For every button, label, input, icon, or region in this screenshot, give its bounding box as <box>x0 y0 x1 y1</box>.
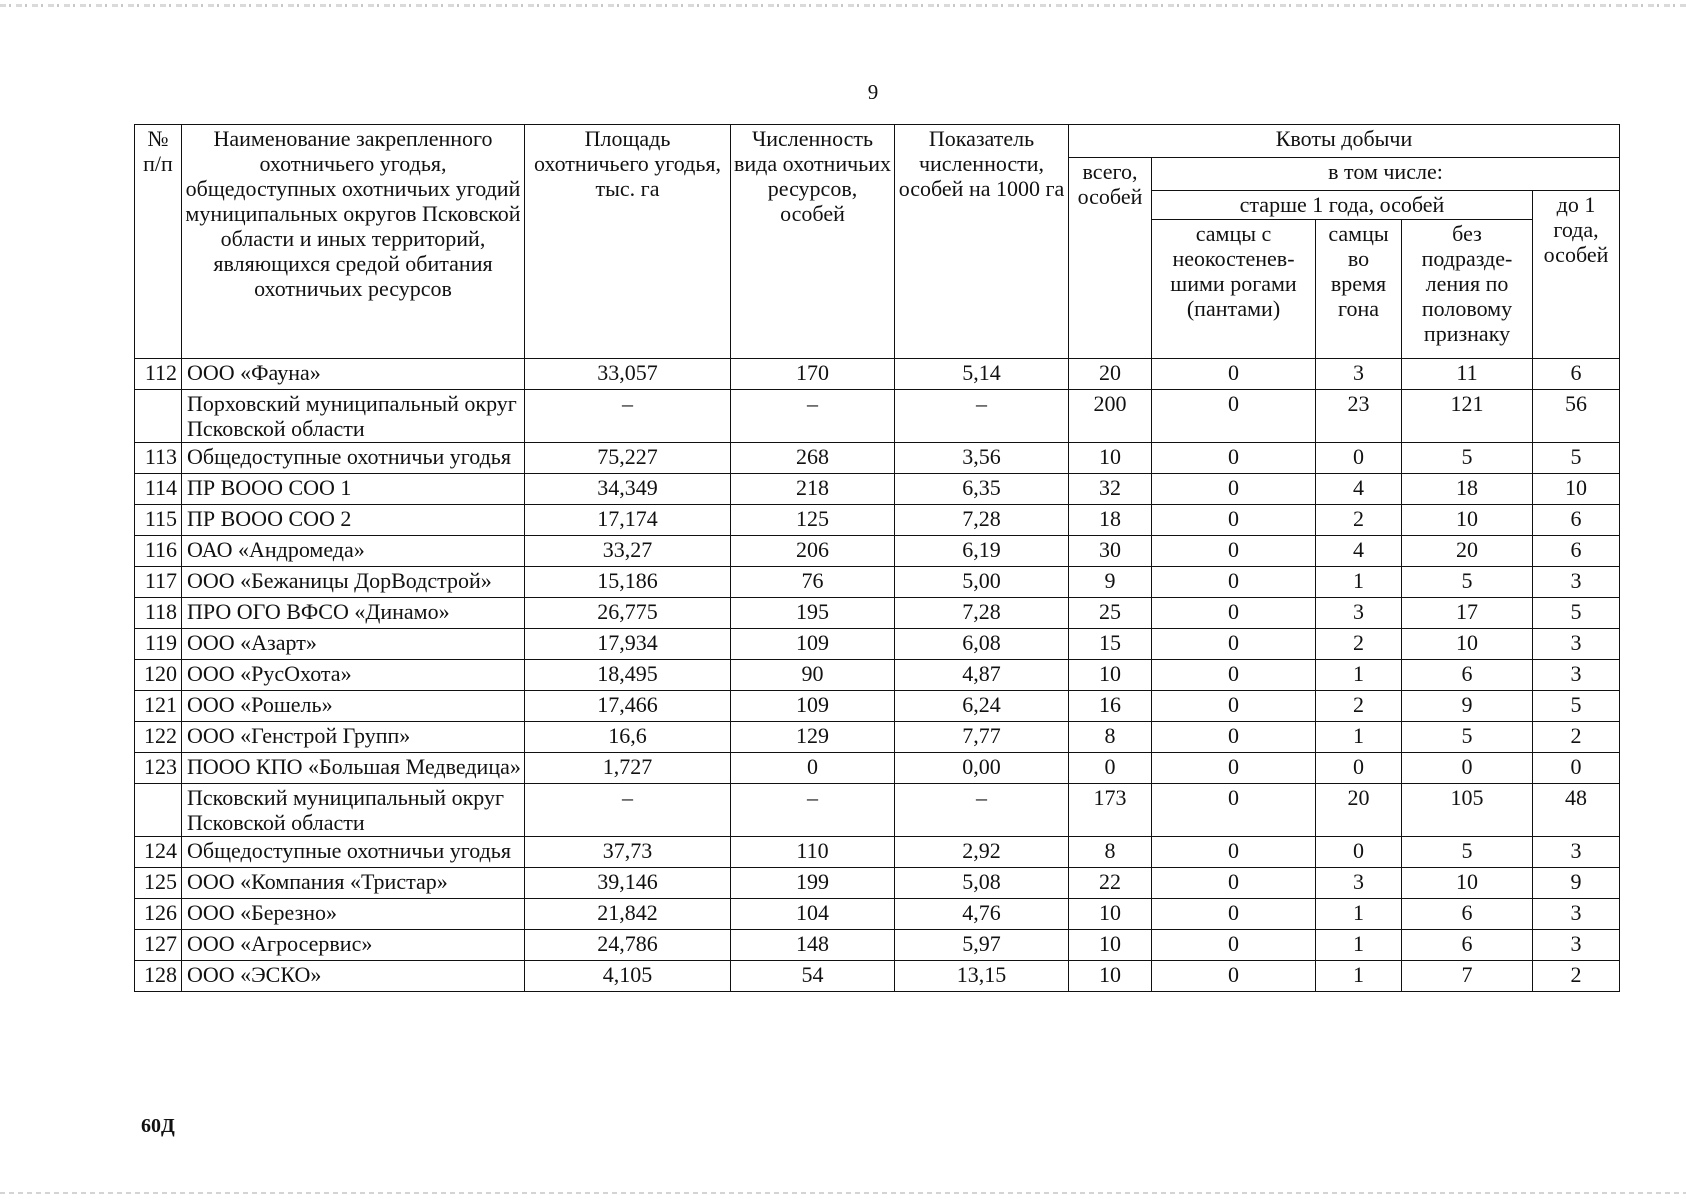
cell-name: ООО «Агросервис» <box>182 930 525 961</box>
cell-antlers: 0 <box>1152 505 1316 536</box>
cell-under1: 6 <box>1533 536 1620 567</box>
cell-num: 126 <box>135 899 182 930</box>
cell-nosex: 11 <box>1402 359 1533 390</box>
cell-rut: 1 <box>1316 660 1402 691</box>
cell-density: 5,97 <box>895 930 1069 961</box>
cell-antlers: 0 <box>1152 660 1316 691</box>
cell-total: 200 <box>1069 390 1152 443</box>
cell-density: 6,19 <box>895 536 1069 567</box>
cell-total: 8 <box>1069 837 1152 868</box>
cell-total: 8 <box>1069 722 1152 753</box>
cell-under1: 5 <box>1533 598 1620 629</box>
cell-name: ПООО КПО «Большая Медведица» <box>182 753 525 784</box>
header-name: Наименование закрепленного охотничьего угодья, общедоступных охотничьих угодий муниципальных округов Псковской области и иных территорий, являющихся средой обитания охотничьих ресурсов <box>182 125 525 359</box>
cell-under1: 2 <box>1533 722 1620 753</box>
header-density: Показатель численности, особей на 1000 га <box>895 125 1069 359</box>
table-row <box>135 359 1620 390</box>
cell-nosex: 10 <box>1402 505 1533 536</box>
table-row <box>135 660 1620 691</box>
cell-nosex: 5 <box>1402 567 1533 598</box>
cell-area: 75,227 <box>525 443 731 474</box>
table-row <box>135 505 1620 536</box>
cell-rut: 1 <box>1316 722 1402 753</box>
cell-name: ПР ВООО СОО 1 <box>182 474 525 505</box>
cell-rut: 1 <box>1316 930 1402 961</box>
footer-code: 60Д <box>141 1115 175 1137</box>
cell-antlers: 0 <box>1152 868 1316 899</box>
cell-total: 10 <box>1069 930 1152 961</box>
cell-area: 39,146 <box>525 868 731 899</box>
cell-antlers: 0 <box>1152 722 1316 753</box>
cell-total: 32 <box>1069 474 1152 505</box>
cell-count: 206 <box>731 536 895 567</box>
cell-total: 30 <box>1069 536 1152 567</box>
table-row <box>135 390 1620 443</box>
cell-num: 125 <box>135 868 182 899</box>
cell-under1: 0 <box>1533 753 1620 784</box>
cell-under1: 3 <box>1533 899 1620 930</box>
cell-count: – <box>731 784 895 837</box>
cell-area: 16,6 <box>525 722 731 753</box>
cell-total: 173 <box>1069 784 1152 837</box>
cell-density: 5,08 <box>895 868 1069 899</box>
cell-total: 10 <box>1069 443 1152 474</box>
table-row <box>135 567 1620 598</box>
cell-name: Порховский муниципальный округ Псковской области <box>182 390 525 443</box>
header-count: Численность вида охотничьих ресурсов, особей <box>731 125 895 359</box>
scan-artifact-bottom <box>0 1192 1686 1194</box>
cell-name: ПРО ОГО ВФСО «Динамо» <box>182 598 525 629</box>
cell-antlers: 0 <box>1152 598 1316 629</box>
cell-rut: 3 <box>1316 359 1402 390</box>
cell-nosex: 10 <box>1402 629 1533 660</box>
cell-count: – <box>731 390 895 443</box>
cell-nosex: 6 <box>1402 899 1533 930</box>
cell-name: ООО «Фауна» <box>182 359 525 390</box>
cell-density: 13,15 <box>895 961 1069 992</box>
cell-count: 90 <box>731 660 895 691</box>
cell-nosex: 6 <box>1402 930 1533 961</box>
cell-density: 4,87 <box>895 660 1069 691</box>
cell-area: 33,27 <box>525 536 731 567</box>
cell-density: – <box>895 390 1069 443</box>
cell-total: 10 <box>1069 961 1152 992</box>
cell-num: 123 <box>135 753 182 784</box>
cell-count: 170 <box>731 359 895 390</box>
cell-rut: 3 <box>1316 868 1402 899</box>
cell-num: 112 <box>135 359 182 390</box>
cell-under1: 3 <box>1533 567 1620 598</box>
cell-antlers: 0 <box>1152 474 1316 505</box>
cell-antlers: 0 <box>1152 443 1316 474</box>
cell-antlers: 0 <box>1152 536 1316 567</box>
cell-rut: 2 <box>1316 505 1402 536</box>
cell-under1: 48 <box>1533 784 1620 837</box>
table-row <box>135 837 1620 868</box>
table-body <box>135 359 1620 992</box>
header-quotas: Квоты добычи <box>1069 125 1620 158</box>
header-males-rut: самцы во время гона <box>1316 220 1402 359</box>
cell-density: 0,00 <box>895 753 1069 784</box>
header-area: Площадь охотничьего угодья, тыс. га <box>525 125 731 359</box>
cell-rut: 2 <box>1316 691 1402 722</box>
cell-area: 1,727 <box>525 753 731 784</box>
header-males-antlers: самцы с неокостенев-шими рогами (пантами) <box>1152 220 1316 359</box>
cell-count: 195 <box>731 598 895 629</box>
cell-nosex: 9 <box>1402 691 1533 722</box>
header-nosex: без подразде-ления по половому признаку <box>1402 220 1533 359</box>
cell-count: 110 <box>731 837 895 868</box>
cell-num: 117 <box>135 567 182 598</box>
cell-area: 37,73 <box>525 837 731 868</box>
cell-nosex: 121 <box>1402 390 1533 443</box>
table-row <box>135 474 1620 505</box>
cell-count: 125 <box>731 505 895 536</box>
cell-rut: 1 <box>1316 961 1402 992</box>
cell-under1: 3 <box>1533 837 1620 868</box>
cell-area: – <box>525 784 731 837</box>
cell-rut: 2 <box>1316 629 1402 660</box>
cell-area: 26,775 <box>525 598 731 629</box>
cell-density: 2,92 <box>895 837 1069 868</box>
cell-num: 122 <box>135 722 182 753</box>
table-row <box>135 536 1620 567</box>
cell-num: 127 <box>135 930 182 961</box>
cell-rut: 4 <box>1316 536 1402 567</box>
cell-area: 34,349 <box>525 474 731 505</box>
cell-under1: 6 <box>1533 359 1620 390</box>
cell-under1: 3 <box>1533 660 1620 691</box>
cell-total: 10 <box>1069 660 1152 691</box>
cell-antlers: 0 <box>1152 784 1316 837</box>
table-row <box>135 753 1620 784</box>
scan-artifact-top <box>0 4 1686 7</box>
cell-name: Псковский муниципальный округ Псковской области <box>182 784 525 837</box>
table-row <box>135 961 1620 992</box>
cell-density: 5,14 <box>895 359 1069 390</box>
cell-nosex: 0 <box>1402 753 1533 784</box>
cell-area: 33,057 <box>525 359 731 390</box>
cell-nosex: 10 <box>1402 868 1533 899</box>
cell-density: 3,56 <box>895 443 1069 474</box>
cell-count: 268 <box>731 443 895 474</box>
cell-total: 18 <box>1069 505 1152 536</box>
cell-under1: 10 <box>1533 474 1620 505</box>
cell-density: 7,28 <box>895 505 1069 536</box>
cell-name: ООО «Рошель» <box>182 691 525 722</box>
cell-nosex: 5 <box>1402 443 1533 474</box>
cell-rut: 1 <box>1316 567 1402 598</box>
table-row <box>135 899 1620 930</box>
cell-under1: 56 <box>1533 390 1620 443</box>
cell-count: 104 <box>731 899 895 930</box>
cell-rut: 0 <box>1316 753 1402 784</box>
cell-density: 6,35 <box>895 474 1069 505</box>
cell-area: 4,105 <box>525 961 731 992</box>
cell-num <box>135 390 182 443</box>
cell-count: 0 <box>731 753 895 784</box>
cell-nosex: 6 <box>1402 660 1533 691</box>
cell-nosex: 17 <box>1402 598 1533 629</box>
cell-num: 114 <box>135 474 182 505</box>
cell-total: 25 <box>1069 598 1152 629</box>
cell-under1: 2 <box>1533 961 1620 992</box>
cell-count: 54 <box>731 961 895 992</box>
header-num: № п/п <box>135 125 182 359</box>
cell-area: 15,186 <box>525 567 731 598</box>
table-row <box>135 443 1620 474</box>
cell-under1: 5 <box>1533 691 1620 722</box>
cell-antlers: 0 <box>1152 567 1316 598</box>
cell-antlers: 0 <box>1152 930 1316 961</box>
cell-name: ООО «Генстрой Групп» <box>182 722 525 753</box>
cell-rut: 0 <box>1316 837 1402 868</box>
cell-name: ПР ВООО СОО 2 <box>182 505 525 536</box>
quota-table <box>134 124 1620 992</box>
cell-antlers: 0 <box>1152 390 1316 443</box>
cell-count: 109 <box>731 691 895 722</box>
cell-area: 18,495 <box>525 660 731 691</box>
cell-area: 21,842 <box>525 899 731 930</box>
cell-total: 20 <box>1069 359 1152 390</box>
cell-num: 116 <box>135 536 182 567</box>
cell-under1: 5 <box>1533 443 1620 474</box>
cell-num: 120 <box>135 660 182 691</box>
table-row <box>135 598 1620 629</box>
cell-density: 5,00 <box>895 567 1069 598</box>
cell-antlers: 0 <box>1152 899 1316 930</box>
cell-density: 7,77 <box>895 722 1069 753</box>
cell-num: 118 <box>135 598 182 629</box>
table-row <box>135 629 1620 660</box>
cell-under1: 3 <box>1533 629 1620 660</box>
cell-density: 7,28 <box>895 598 1069 629</box>
cell-name: ООО «Азарт» <box>182 629 525 660</box>
table-row <box>135 722 1620 753</box>
cell-density: 6,08 <box>895 629 1069 660</box>
header-under1: до 1 года, особей <box>1533 191 1620 359</box>
cell-total: 9 <box>1069 567 1152 598</box>
cell-total: 22 <box>1069 868 1152 899</box>
cell-count: 199 <box>731 868 895 899</box>
cell-area: 24,786 <box>525 930 731 961</box>
header-total: всего, особей <box>1069 158 1152 359</box>
cell-antlers: 0 <box>1152 691 1316 722</box>
cell-nosex: 7 <box>1402 961 1533 992</box>
cell-num: 119 <box>135 629 182 660</box>
cell-antlers: 0 <box>1152 837 1316 868</box>
table-row <box>135 691 1620 722</box>
cell-antlers: 0 <box>1152 753 1316 784</box>
cell-num: 115 <box>135 505 182 536</box>
cell-count: 76 <box>731 567 895 598</box>
cell-area: 17,466 <box>525 691 731 722</box>
cell-rut: 23 <box>1316 390 1402 443</box>
cell-area: – <box>525 390 731 443</box>
cell-density: 4,76 <box>895 899 1069 930</box>
page-number: 9 <box>867 80 879 104</box>
cell-antlers: 0 <box>1152 629 1316 660</box>
cell-count: 129 <box>731 722 895 753</box>
cell-antlers: 0 <box>1152 961 1316 992</box>
cell-name: ООО «Березно» <box>182 899 525 930</box>
cell-name: ООО «Компания «Тристар» <box>182 868 525 899</box>
cell-density: 6,24 <box>895 691 1069 722</box>
cell-nosex: 20 <box>1402 536 1533 567</box>
cell-count: 148 <box>731 930 895 961</box>
cell-nosex: 5 <box>1402 722 1533 753</box>
cell-rut: 1 <box>1316 899 1402 930</box>
cell-nosex: 105 <box>1402 784 1533 837</box>
table-row <box>135 868 1620 899</box>
cell-name: Общедоступные охотничьи угодья <box>182 443 525 474</box>
cell-name: ООО «Бежаницы ДорВодстрой» <box>182 567 525 598</box>
cell-under1: 9 <box>1533 868 1620 899</box>
header-older: старше 1 года, особей <box>1152 191 1533 220</box>
cell-name: ООО «ЭСКО» <box>182 961 525 992</box>
cell-total: 10 <box>1069 899 1152 930</box>
cell-area: 17,174 <box>525 505 731 536</box>
cell-rut: 3 <box>1316 598 1402 629</box>
cell-total: 16 <box>1069 691 1152 722</box>
cell-count: 218 <box>731 474 895 505</box>
cell-total: 15 <box>1069 629 1152 660</box>
cell-name: ОАО «Андромеда» <box>182 536 525 567</box>
header-including: в том числе: <box>1152 158 1620 191</box>
cell-num: 121 <box>135 691 182 722</box>
cell-rut: 0 <box>1316 443 1402 474</box>
cell-num: 124 <box>135 837 182 868</box>
cell-under1: 3 <box>1533 930 1620 961</box>
cell-name: Общедоступные охотничьи угодья <box>182 837 525 868</box>
cell-density: – <box>895 784 1069 837</box>
cell-antlers: 0 <box>1152 359 1316 390</box>
cell-nosex: 5 <box>1402 837 1533 868</box>
cell-under1: 6 <box>1533 505 1620 536</box>
cell-num: 113 <box>135 443 182 474</box>
cell-nosex: 18 <box>1402 474 1533 505</box>
cell-num <box>135 784 182 837</box>
cell-rut: 4 <box>1316 474 1402 505</box>
cell-area: 17,934 <box>525 629 731 660</box>
cell-total: 0 <box>1069 753 1152 784</box>
cell-count: 109 <box>731 629 895 660</box>
cell-name: ООО «РусОхота» <box>182 660 525 691</box>
table-row <box>135 930 1620 961</box>
table-row <box>135 784 1620 837</box>
cell-rut: 20 <box>1316 784 1402 837</box>
cell-num: 128 <box>135 961 182 992</box>
